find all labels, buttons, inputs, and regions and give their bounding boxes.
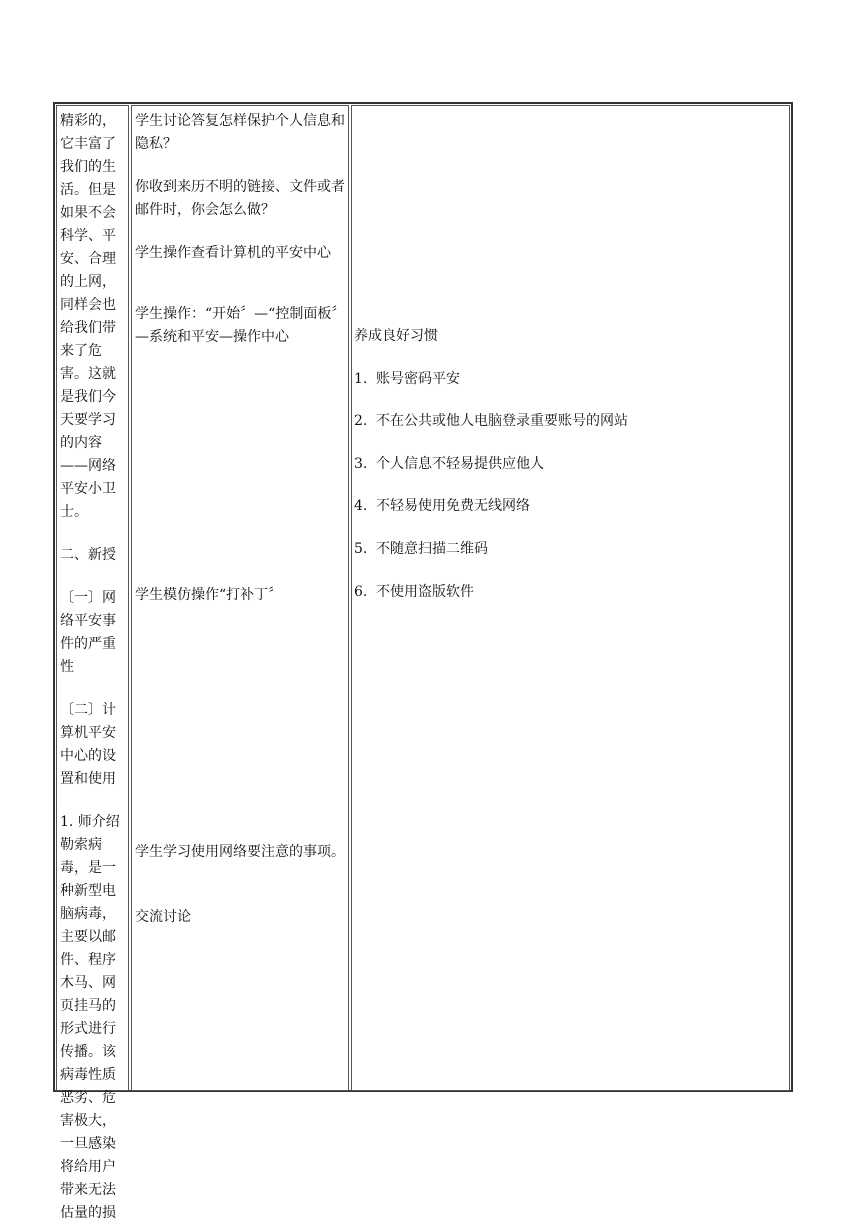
discussion-question-2: 你收到来历不明的链接、文件或者邮件时，你会怎么做？ xyxy=(135,179,345,218)
student-activity-cell xyxy=(131,105,349,1091)
teacher-activity-cell xyxy=(56,105,129,1221)
subsection-1-heading: 〔一〕网络平安事件的严重性 xyxy=(60,590,116,675)
good-habits-heading: 养成良好习惯 xyxy=(354,328,438,344)
habit-item: 2. 不在公共或他人电脑登录重要账号的网站 xyxy=(354,413,628,429)
mimic-patch-text: 学生模仿操作“打补丁〞 xyxy=(135,587,283,603)
operation-steps-text: 学生操作：“开始〞—“控制面板〞—系统和平安—操作中心 xyxy=(135,306,339,345)
intro-text: 精彩的，它丰富了我们的生活。但是如果不会科学、平安、合理的上网，同样会也给我们带来了危害。这就是我们今天要学习的内容——网络平安小卫士。 xyxy=(60,113,116,520)
habit-item: 1. 账号密码平安 xyxy=(354,371,460,387)
habit-item: 4. 不轻易使用免费无线网络 xyxy=(354,498,530,514)
learn-notes-text: 学生学习使用网络要注意的事项。 xyxy=(135,844,345,860)
discussion-question-1: 学生讨论答复怎样保护个人信息和隐私？ xyxy=(135,113,345,152)
item-1-text: 1. 师介绍勒索病毒，是一种新型电脑病毒，主要以邮件、程序木马、网页挂马的形式进行传播。该病毒性质恶劣、危害极大，一旦感染将给用户带来无法估量的损 xyxy=(60,814,120,1221)
habit-item: 5. 不随意扫描二维码 xyxy=(354,541,488,557)
operation-check-text: 学生操作查看计算机的平安中心 xyxy=(135,245,331,261)
habit-item: 3. 个人信息不轻易提供应他人 xyxy=(354,456,544,472)
lesson-plan-table xyxy=(53,102,793,1221)
section-new-heading: 二、新授 xyxy=(60,547,116,563)
subsection-2-heading: 〔二〕计算机平安中心的设置和使用 xyxy=(60,702,116,787)
exchange-discussion-text: 交流讨论 xyxy=(135,909,191,925)
design-intent-cell xyxy=(351,105,790,1091)
habit-item: 6. 不使用盗版软件 xyxy=(354,584,474,600)
